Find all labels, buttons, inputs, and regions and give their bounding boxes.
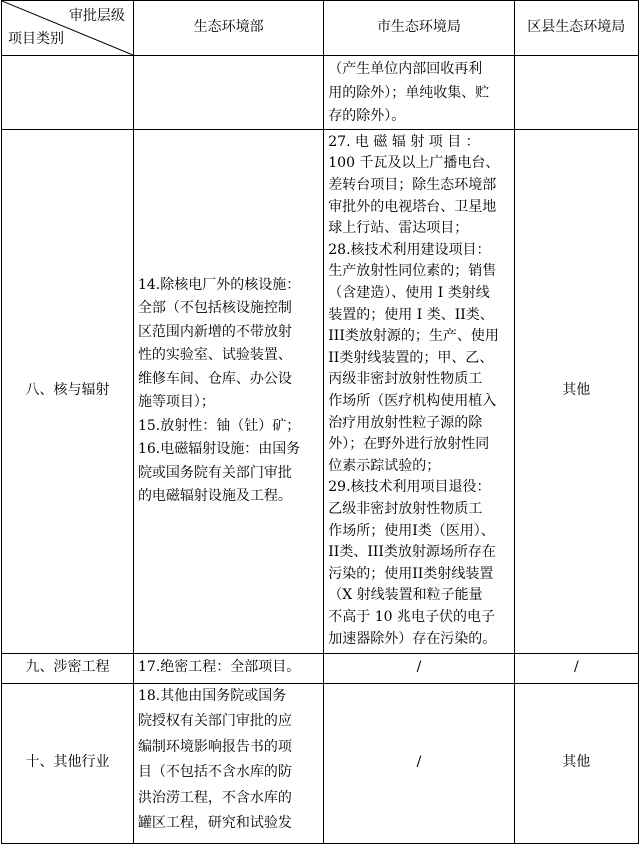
district-cell: 其他 [514, 683, 638, 843]
text-line: 维修车间、仓库、办公设 [137, 370, 292, 387]
text-line: 27. 电 磁 辐 射 项 目 ： [328, 133, 480, 150]
city-cell [324, 129, 514, 653]
text-line: 审批外的电视塔台、卫星地 [328, 198, 497, 215]
text-line: 29.核技术利用项目退役： [328, 479, 491, 496]
text-line: 区范围内新增的不带放射 [137, 323, 292, 340]
text-line: II类射线装置的；甲、乙、 [328, 349, 494, 366]
ministry-cell-empty [133, 56, 323, 130]
text-line: 编制环境影响报告书的项 [137, 738, 292, 755]
text-line: 作场所；使用I类（医用）、 [328, 522, 495, 539]
text-line: 生产放射性同位素的；销售 [328, 263, 497, 280]
text-line: 丙级非密封放射性物质工 [328, 371, 483, 388]
text-line: 28.核技术利用建设项目： [328, 241, 491, 258]
ministry-cell [133, 683, 323, 843]
text-line: 16.电磁辐射设施：由国务 [137, 441, 301, 457]
text-line: 乙级非密封放射性物质工 [328, 500, 483, 517]
text-line: 不高于 10 兆电子伏的电子 [328, 608, 495, 625]
category-cell: 八、核与辐射 [2, 129, 134, 653]
district-cell: / [514, 653, 638, 683]
text-line: 洪治涝工程，不含水库的 [137, 789, 292, 806]
text-line: 100 千瓦及以上广播电台、 [328, 155, 500, 172]
city-cell: / [324, 653, 514, 683]
text-line: 院授权有关部门审批的应 [137, 713, 292, 729]
ministry-cell [133, 129, 323, 653]
district-cell: 其他 [514, 129, 638, 653]
text-line: 治疗用放射性粒子源的除 [328, 414, 483, 431]
text-line: II类、III类放射源场所存在 [328, 544, 496, 561]
text-line: 污染的；使用II类射线装置 [328, 565, 494, 582]
col-header-city: 市生态环境局 [324, 1, 514, 56]
col-header-ministry: 生态环境部 [133, 1, 323, 56]
text-line: 罐区工程，研究和试验发 [137, 815, 292, 831]
corner-top-label: 审批层级 [68, 8, 125, 24]
ministry-cell: 17.绝密工程：全部项目。 [133, 653, 323, 683]
category-cell: 十、其他行业 [2, 683, 134, 843]
category-cell: 九、涉密工程 [2, 653, 134, 683]
text-line: 装置的；使用 I 类、II类、 [328, 306, 494, 323]
text-line: 位素示踪试验的； [328, 457, 441, 474]
text-line: 性的实验室、试验装置、 [137, 347, 292, 363]
text-line: 外）；在野外进行放射性同 [328, 436, 490, 453]
text-line: 全部（不包括核设施控制 [137, 300, 292, 316]
text-line: （含建造）、使用 I 类射线 [328, 285, 490, 302]
col-header-district: 区县生态环境局 [514, 1, 638, 56]
text-line: 14.除核电厂外的核设施： [137, 276, 301, 293]
table-row-other [2, 683, 639, 843]
text-line: 差转台项目；除生态环境部 [328, 177, 497, 194]
text-line: 加速器除外）存在污染的。 [328, 630, 497, 647]
text-line: 用的除外）；单纯收集、贮 [328, 84, 490, 101]
category-cell-empty [2, 56, 134, 130]
table-row-continued [2, 56, 639, 130]
table-row-nuclear [2, 129, 639, 653]
text-line: 球上行站、雷达项目； [328, 220, 469, 237]
corner-header-cell [2, 1, 134, 56]
text-line: 院或国务院有关部门审批 [137, 464, 292, 481]
text-line: 15.放射性：铀（钍）矿； [137, 417, 301, 434]
corner-bottom-label: 项目类别 [8, 30, 64, 47]
text-line: 18.其他由国务院或国务 [137, 687, 287, 704]
city-cell: / [324, 683, 514, 843]
text-line: （产生单位内部回收再利 [328, 61, 483, 77]
text-line: 作场所（医疗机构使用植入 [328, 393, 497, 409]
text-line: 施等项目）； [137, 394, 215, 410]
city-cell [324, 56, 514, 130]
text-line: 存的除外）。 [328, 108, 406, 124]
text-line: III类放射源的；生产、使用 [328, 328, 499, 345]
header-row [2, 1, 639, 56]
district-cell-empty [514, 56, 638, 130]
text-line: 的电磁辐射设施及工程。 [137, 488, 292, 504]
text-line: 目（不包括不含水库的防 [137, 764, 292, 780]
approval-table [1, 0, 639, 844]
text-line: （X 射线装置和粒子能量 [328, 587, 483, 604]
table-row-classified [2, 653, 639, 683]
